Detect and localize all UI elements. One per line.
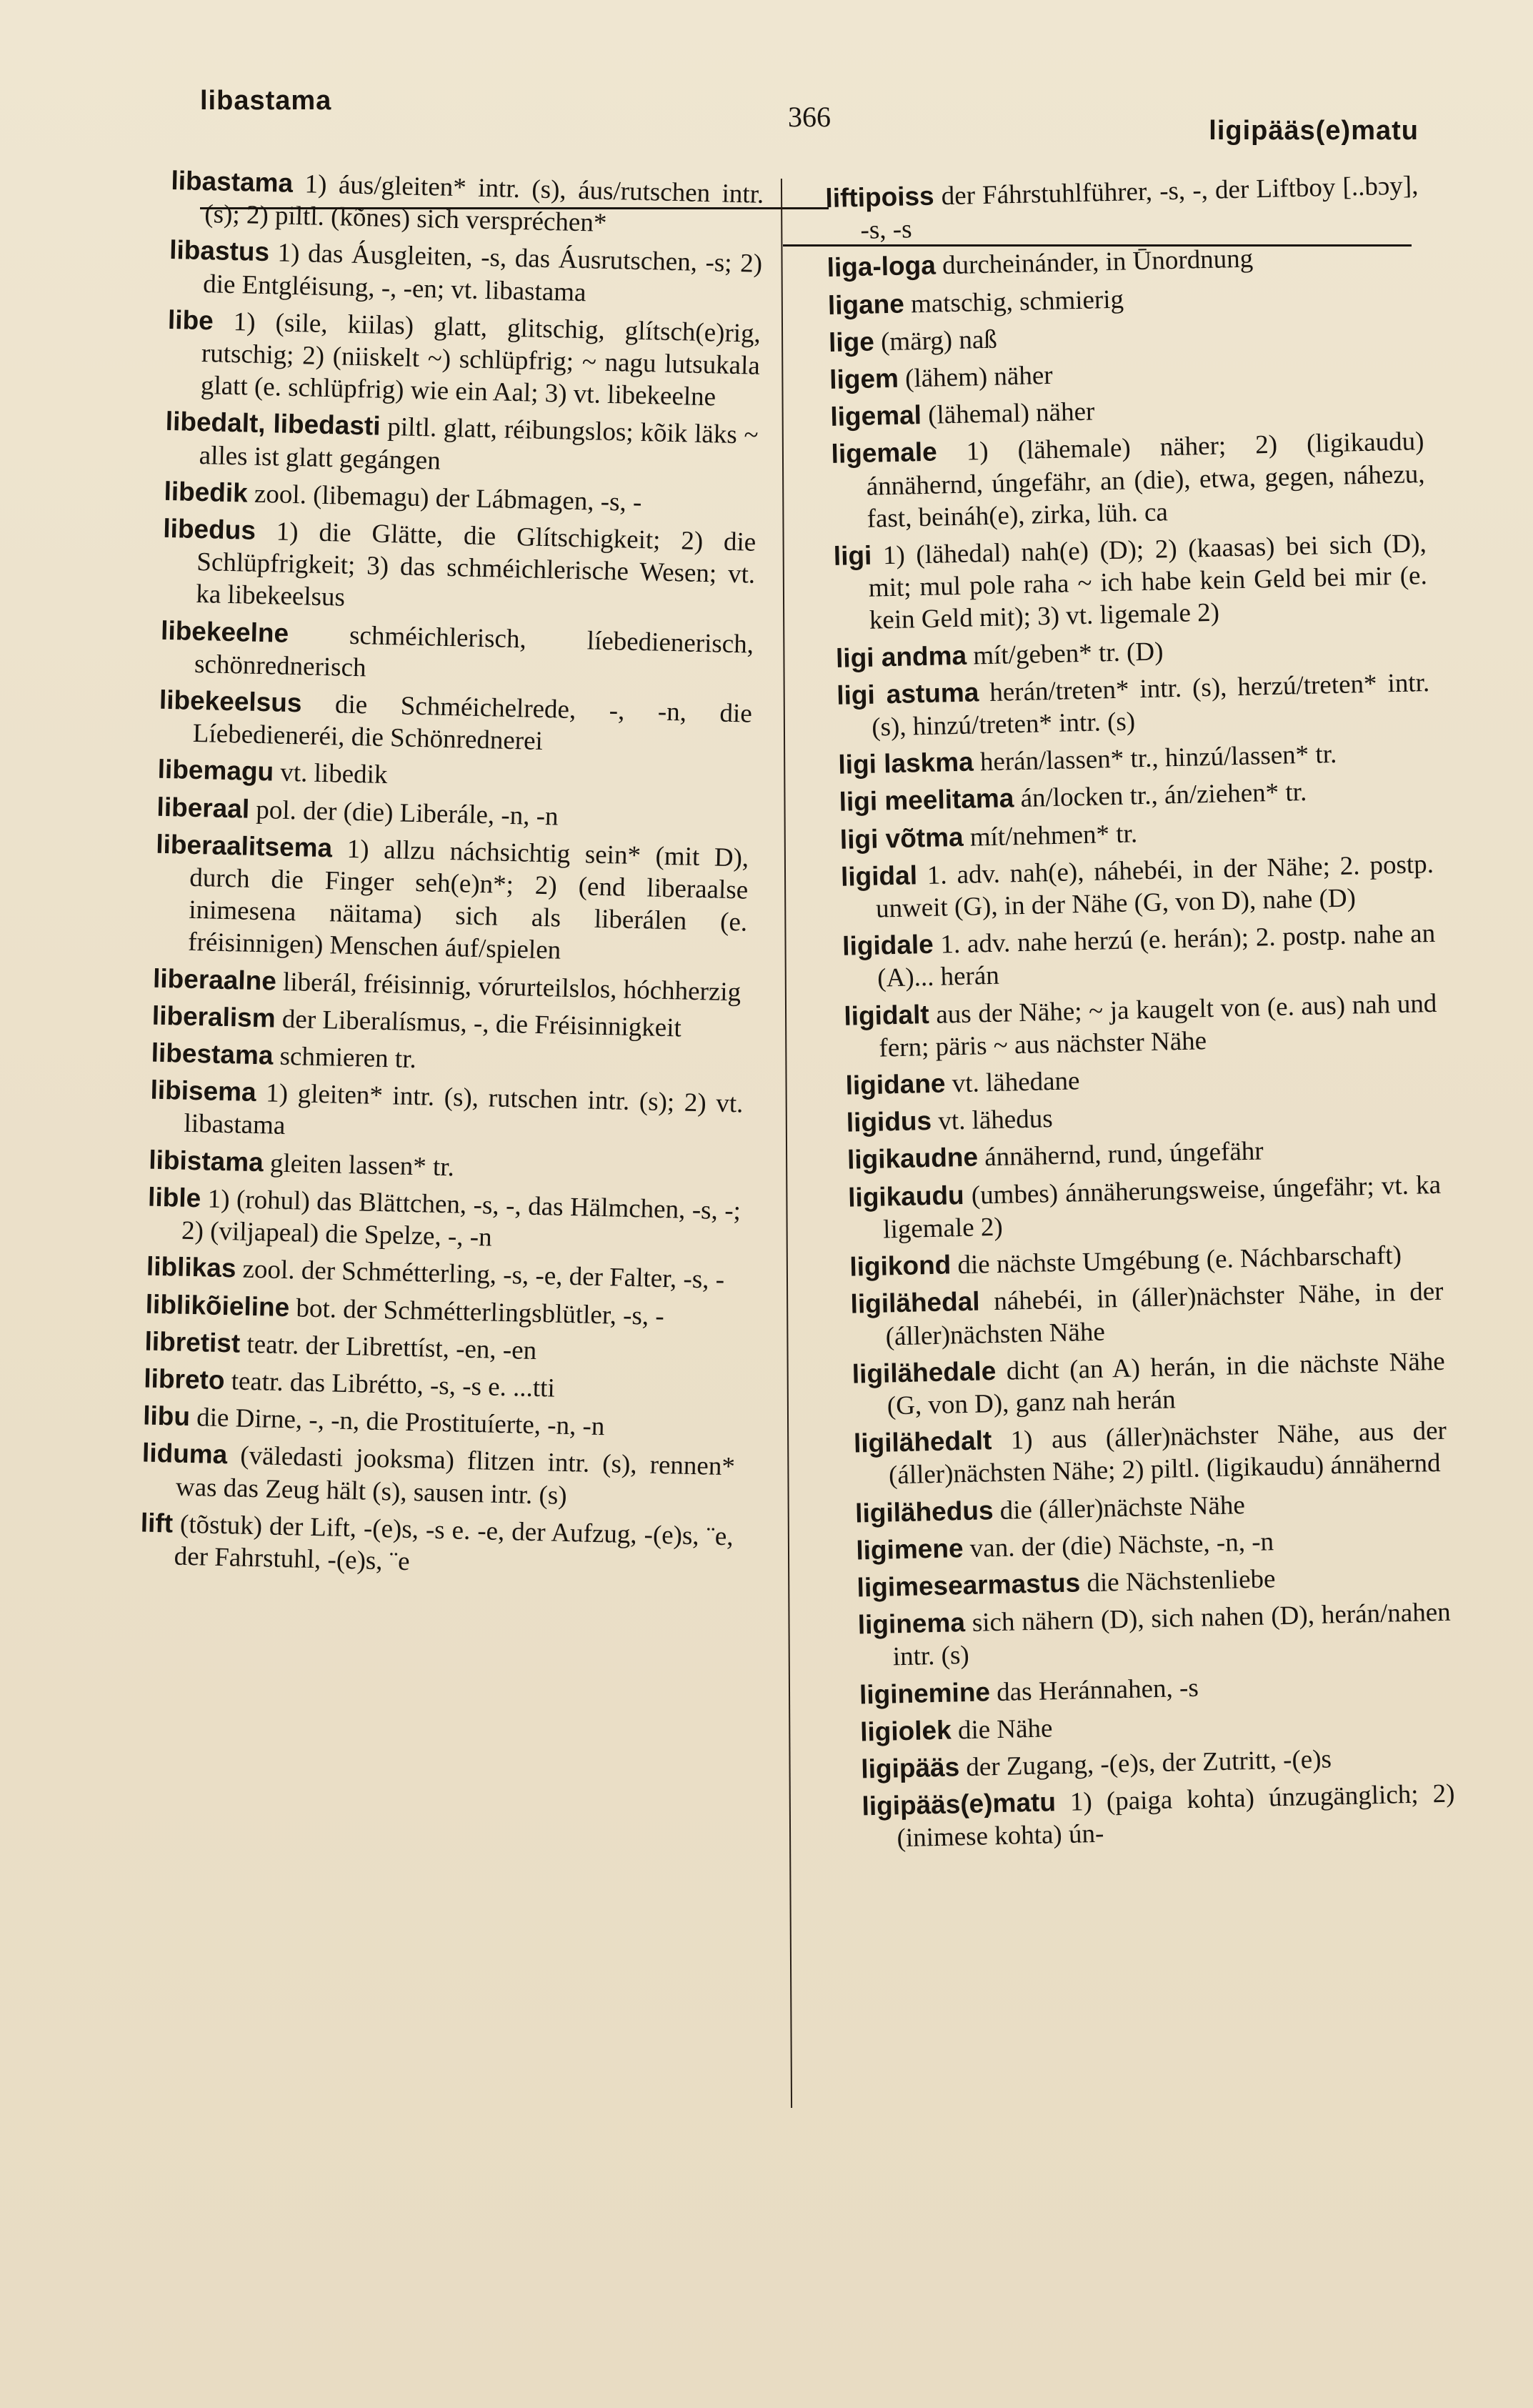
entry-headword: ligi meelitama [839, 783, 1014, 817]
right-guideword: ligipääs(e)matu [1209, 116, 1419, 146]
dictionary-entry [169, 234, 763, 312]
entry-definition: án/locken tr., án/ziehen* tr. [1013, 777, 1307, 814]
entry-headword: ligemal [829, 400, 922, 432]
entry-definition: die Dirne, -, -n, die Prostituíerte, -n, -n [189, 1403, 605, 1442]
entry-headword: ligi andma [835, 640, 967, 673]
entry-headword: liblikõieline [145, 1289, 290, 1322]
entry-headword: ligi [833, 540, 872, 571]
entry-headword: ligiolek [859, 1715, 952, 1747]
entry-definition: 1) aus (áller)nächster Nähe, aus der (áller)nächsten Nähe; 2) piltl. (ligikaudu) ánnähernd [888, 1416, 1447, 1491]
dictionary-entry [825, 169, 1419, 247]
dictionary-entry [837, 666, 1431, 745]
dictionary-entry [850, 1275, 1444, 1353]
entry-definition: herán/treten* intr. (s), herzú/treten* intr. (s), hinzú/treten* intr. (s) [871, 667, 1430, 742]
entry-definition: vt. lähedane [945, 1066, 1080, 1099]
entry-definition: 1) (rohul) das Blättchen, -s, -, das Hälmchen, -s, -; 2) (viljapeal) die Spelze, -, -n [181, 1184, 741, 1253]
entry-headword: libekeelne [160, 615, 289, 648]
entry-definition: 1) gleiten* intr. (s), rutschen intr. (s); 2) vt. libastama [184, 1078, 744, 1141]
entry-headword: libistama [148, 1145, 264, 1177]
dictionary-entry [160, 614, 754, 692]
entry-definition: teatr. der Librettíst, -en, -en [239, 1329, 537, 1365]
entry-headword: ligane [827, 289, 905, 320]
entry-headword: ligemale [831, 437, 938, 469]
entry-definition: matschig, schmierig [904, 284, 1124, 319]
entry-headword: libastama [171, 165, 294, 198]
entry-definition: ánnähernd, rund, úngefähr [977, 1136, 1264, 1173]
entry-headword: ligi võtma [839, 822, 964, 855]
entry-definition: die Schméichelrede, -, -n, die Líebedieneréi, die Schönrednerei [192, 689, 753, 757]
dictionary-entry [158, 684, 752, 762]
entry-definition: 1. adv. nahe herzú (e. herán); 2. postp. nahe an (A)... herán [877, 919, 1436, 994]
entry-headword: ligikaudu [847, 1180, 965, 1213]
entry-headword: lible [147, 1182, 201, 1213]
dictionary-entry [170, 164, 764, 243]
entry-definition: sich nähern (D), sich nahen (D), herán/nahen intr. (s) [892, 1597, 1452, 1672]
dictionary-entry [833, 527, 1428, 637]
entry-headword: libu [142, 1400, 191, 1432]
dictionary-entry [848, 1168, 1442, 1246]
entry-definition: (väledasti jooksma) flitzen intr. (s), rennen* was das Zeug hält (s), sausen intr. (s) [175, 1441, 736, 1511]
left-column [139, 164, 764, 1589]
dictionary-entry [842, 917, 1437, 995]
entry-definition: die nächste Umgébung (e. Náchbarschaft) [950, 1240, 1402, 1280]
entry-definition: schméichlerisch, líebedienerisch, schönrednerisch [194, 619, 754, 683]
entry-headword: lift [140, 1508, 174, 1538]
entry-definition: teatr. das Librétto, -s, -s e. ...tti [224, 1366, 556, 1403]
entry-definition: bot. der Schmétterlingsblütler, -s, - [289, 1293, 665, 1331]
right-column [825, 169, 1456, 1860]
entry-definition: dicht (an A) herán, in die nächste Nähe (G, von D), ganz nah herán [887, 1346, 1446, 1421]
entry-definition: mít/geben* tr. (D) [966, 637, 1164, 671]
entry-definition: 1. adv. nah(e), náhebéi, in der Nähe; 2. postp. unweit (G), in der Nähe (G, von D), nahe (D) [875, 849, 1434, 924]
column-divider [781, 179, 792, 2108]
entry-definition: 1) (lähemale) näher; 2) (ligikaudu) ánnähernd, úngefähr, an (die), etwa, gegen, náhezu, fast, beináh(e), zirka, lüh. ca [866, 427, 1425, 534]
entry-headword: ligimene [855, 1533, 964, 1566]
entry-definition: 1) das Áusgleiten, -s, das Áusrutschen, -s; 2) die Entgléisung, -, -en; vt. libastama [202, 238, 763, 307]
entry-headword: liberaal [156, 792, 250, 824]
entry-definition: vt. lähedus [931, 1104, 1054, 1137]
entry-definition: der Fáhrstuhlführer, -s, -, der Liftboy [..bɔy], -s, -s [860, 171, 1419, 246]
entry-definition: 1) (sile, kiilas) glatt, glitschig, glítsch(e)rig, rutschig; 2) (niiskelt ~) schlüpfrig; ~ nagu lutsukala glatt (e. schlüpfrig) wie ein Aal; 3) vt. libekeelne [200, 307, 761, 412]
left-guideword: libastama [200, 86, 332, 116]
entry-headword: ligidalt [844, 999, 930, 1031]
entry-definition: gleiten lassen* tr. [263, 1148, 455, 1183]
entry-definition: aus der Nähe; ~ ja kaugelt von (e. aus) nah und fern; päris ~ aus nächster Nähe [879, 988, 1437, 1063]
entry-definition: zool. (libemagu) der Lábmagen, -s, - [247, 479, 642, 517]
entry-headword: ligilähedus [854, 1495, 994, 1528]
dictionary-entry [154, 828, 749, 972]
dictionary-entry [854, 1414, 1448, 1493]
entry-headword: ligilähedale [852, 1355, 997, 1389]
entry-definition: (lähem) näher [898, 360, 1054, 394]
entry-headword: ligidal [840, 860, 918, 892]
dictionary-entry [857, 1596, 1452, 1674]
entry-headword: liginema [857, 1608, 966, 1640]
entry-headword: libedik [164, 476, 249, 508]
entry-headword: ligimesearmastus [857, 1568, 1081, 1603]
entry-definition: (märg) naß [874, 324, 998, 357]
entry-definition: das Heránnahen, -s [989, 1673, 1199, 1707]
entry-headword: ligidus [846, 1106, 932, 1138]
entry-definition: 1) (paiga kohta) únzugänglich; 2) (inimese kohta) ún- [897, 1778, 1455, 1854]
dictionary-entry [147, 1181, 741, 1260]
entry-headword: libretist [144, 1326, 241, 1358]
entry-headword: liberaalitsema [155, 829, 333, 863]
dictionary-entry [844, 987, 1438, 1065]
entry-definition: vt. libedik [273, 757, 388, 790]
entry-definition: van. der (die) Nächste, -n, -n [963, 1526, 1274, 1563]
page-header [193, 79, 1426, 146]
dictionary-entry [161, 512, 756, 623]
entry-definition: die Nächstenliebe [1079, 1564, 1276, 1598]
entry-headword: libekeelsus [159, 685, 302, 718]
entry-headword: liga-loga [827, 250, 937, 283]
entry-definition: (umbes) ánnäherungsweise, úngefähr; vt. ka ligemale 2) [882, 1170, 1442, 1245]
entry-definition: liberál, fréisinnig, vórurteilslos, hóchherzig [276, 967, 741, 1008]
entry-headword: ligidale [842, 930, 934, 961]
entry-definition: (lähemal) näher [921, 397, 1095, 431]
dictionary-entry [852, 1344, 1446, 1423]
entry-definition: 1) die Glätte, die Glítschigkeit; 2) die Schlüpfrigkeit; 3) das schméichlerische Wesen; vt. ka libekeelsus [195, 516, 756, 613]
entry-definition: mít/nehmen* tr. [963, 818, 1138, 852]
entry-definition: die (áller)nächste Nähe [993, 1490, 1246, 1526]
entry-headword: liberaalne [152, 963, 277, 996]
entry-headword: libreto [143, 1363, 225, 1395]
dictionary-entry [831, 424, 1426, 535]
dictionary-entry [149, 1074, 744, 1153]
entry-definition: 1) (lähedal) nah(e) (D); 2) (kaasas) bei sich (D), mit; mul pole raha ~ ich habe kein Geld bei mir (e. kein Geld mit); 3) vt. ligemale 2) [868, 529, 1428, 636]
entry-headword: lige [828, 327, 875, 357]
entry-headword: libisema [150, 1075, 257, 1108]
dictionary-entry [862, 1777, 1456, 1856]
entry-definition: piltl. glatt, réibungslos; kõik läks ~ alles ist glatt gegángen [199, 412, 759, 476]
entry-headword: ligilähedal [850, 1286, 980, 1319]
entry-definition: der Zugang, -(e)s, der Zutritt, -(e)s [959, 1744, 1332, 1783]
dictionary-entry [841, 847, 1435, 926]
entry-headword: libedalt, libedasti [165, 407, 381, 442]
entry-headword: ligi astuma [836, 677, 979, 710]
entry-definition: pol. der (die) Liberále, -n, -n [249, 795, 559, 832]
entry-headword: ligikond [849, 1250, 952, 1282]
page-number: 366 [788, 101, 831, 133]
entry-headword: ligipääs [860, 1752, 960, 1784]
entry-definition: der Liberalísmus, -, die Fréisinnigkeit [275, 1004, 682, 1043]
entry-headword: liftipoiss [825, 181, 935, 213]
entry-headword: ligem [829, 363, 899, 394]
entry-headword: libastus [169, 235, 270, 267]
entry-headword: liblikas [146, 1251, 236, 1283]
entry-headword: ligi laskma [838, 747, 974, 780]
entry-definition: herán/lassen* tr., hinzú/lassen* tr. [973, 740, 1337, 777]
entry-definition: náhebéi, in (áller)nächster Nähe, in der (áller)nächsten Nähe [885, 1277, 1444, 1351]
entry-headword: liberalism [151, 1000, 276, 1033]
dictionary-entry [166, 304, 761, 414]
entry-definition: (tõstuk) der Lift, -(e)s, -s e. -e, der Aufzug, -(e)s, ¨e, der Fahrstuhl, -(e)s, ¨e [172, 1509, 734, 1576]
entry-definition: 1) áus/gleiten* intr. (s), áus/rutschen intr. (s); 2) piltl. (kõnes) sich verspréchen* [204, 169, 764, 239]
entry-headword: liduma [141, 1438, 228, 1470]
entry-headword: libedus [162, 513, 256, 545]
entry-definition: zool. der Schmétterling, -s, -e, der Falter, -s, - [235, 1254, 725, 1295]
entry-definition: 1) allzu náchsichtig sein* (mit D), durch die Finger seh(e)n*; 2) (end liberaalse inimesena näitama) sich als liberálen (e. fréisinnigen) Menschen áuf/spielen [187, 834, 749, 966]
entry-headword: libe [167, 304, 214, 336]
entry-definition: die Nähe [951, 1713, 1053, 1746]
dictionary-entry [164, 405, 759, 484]
entry-definition: durcheinánder, in Ūnordnung [935, 244, 1254, 281]
entry-headword: ligikaudne [847, 1142, 979, 1175]
entry-headword: liginemine [859, 1676, 991, 1709]
entry-headword: libestama [151, 1038, 274, 1070]
entry-headword: ligilähedalt [853, 1426, 992, 1458]
entry-definition: schmieren tr. [272, 1041, 417, 1075]
entry-headword: ligidane [845, 1068, 946, 1100]
entry-headword: libemagu [157, 755, 274, 787]
entry-headword: ligipääs(e)matu [862, 1787, 1057, 1821]
dictionary-entry [141, 1437, 736, 1516]
dictionary-entry [139, 1506, 734, 1585]
